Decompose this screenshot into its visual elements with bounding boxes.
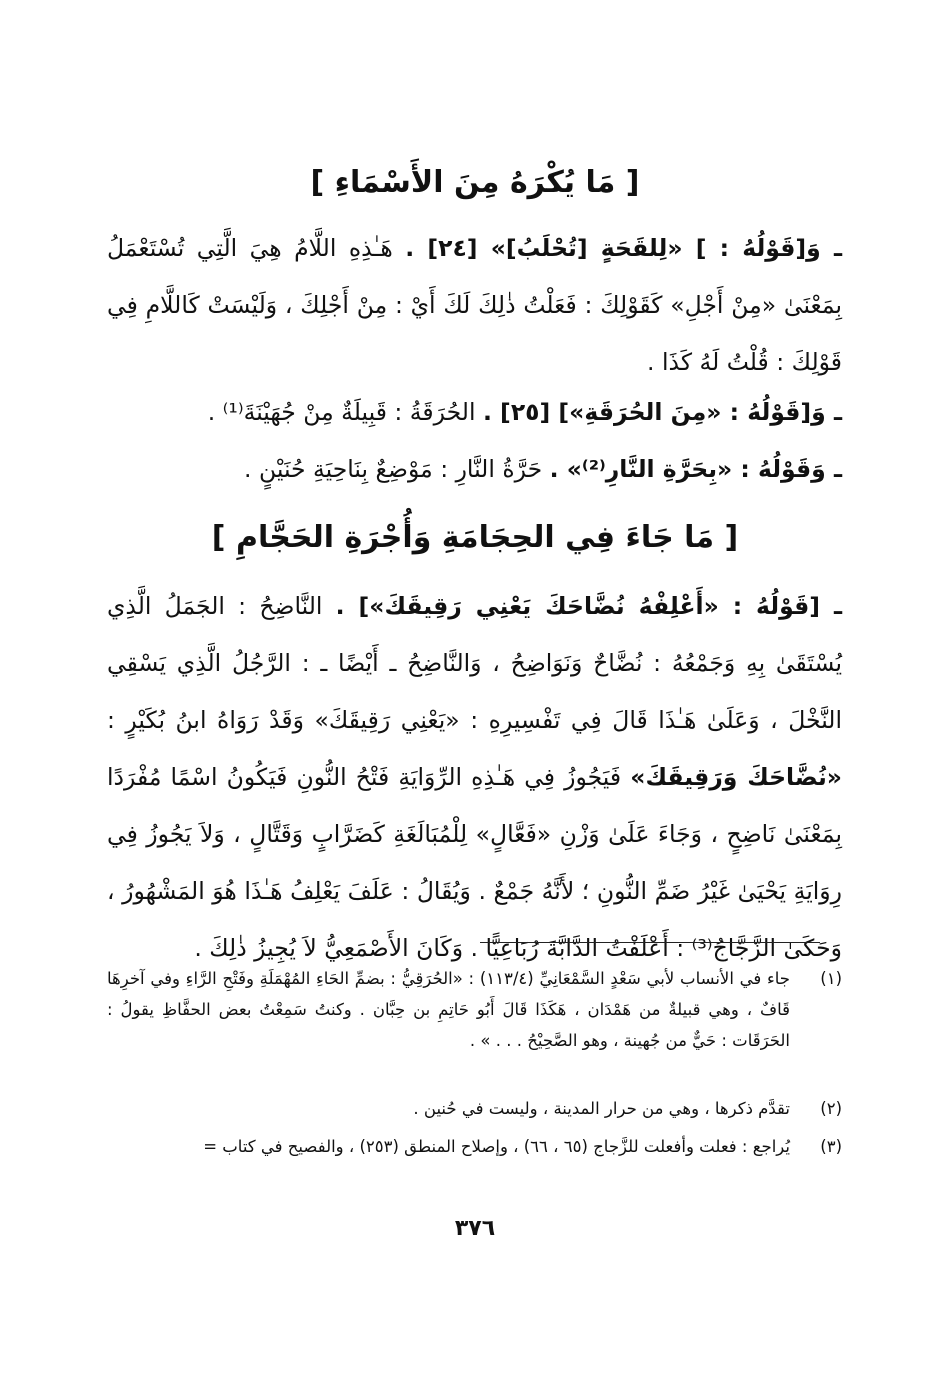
footnote-text: يُراجع : فعلت وأفعلت للزَّجاج (٦٥ ، ٦٦) ، وإصلاح المنطق (٢٥٣) ، والفصيح في كتاب = <box>203 1137 790 1156</box>
entry-text: الحُرَقَةُ : قَبِيلَةٌ مِنْ جُهَيْنَةَ⁽¹⁾ . <box>207 398 476 426</box>
entry-lead: ـ وَ[قَوْلُهُ : ] «لِلقَحَةٍ [تُحْلَبُ]» [٢٤] . <box>405 234 842 262</box>
entry-lead: ـ [قَوْلُهُ : «أَعْلِفْهُ نُضَّاحَكَ يَعْنِي رَقِيقَكَ»] . <box>335 592 842 620</box>
entry-text: حَرَّةُ النَّارِ : مَوْضِعٌ بِنَاحِيَةِ حُنَيْنٍ . <box>244 455 543 483</box>
footnote-number: (٣) <box>820 1137 842 1156</box>
footnote-divider <box>480 942 820 943</box>
paragraph-huraqa <box>107 384 842 441</box>
footnote-1 <box>107 963 842 1056</box>
quoted-lemma: «نُضَّاحَكَ وَرَقِيقَكَ» <box>630 763 842 791</box>
paragraph-lihqa <box>107 220 842 391</box>
footnote-2 <box>107 1093 842 1124</box>
footnote-number: (١) <box>820 969 842 988</box>
entry-text: النَّاضِحُ : الجَمَلُ الَّذِي يُسْتَقَىٰ بِهِ وَجَمْعُهُ : نُضَّاحٌ وَنَوَاضِحُ ، وَالنَّاضِحُ ـ أَيْضًا ـ : الرَّجُلُ الَّذِي يَسْقِي النَّخْلَ ، وَعَلَىٰ هَـٰذَا قَالَ فِي تَفْسِيرِهِ : «يَعْنِي رَقِيقَكَ» وَقَدْ رَوَاهُ ابنُ بُكَيْرٍ : <box>107 592 842 734</box>
footnote-3 <box>107 1131 842 1162</box>
section-heading-names: [ مَا يُكْرَهُ مِنَ الأَسْمَاءِ ] <box>310 165 640 200</box>
footnote-text: جاء في الأنساب لأبي سَعْدٍ السَّمْعَانِيِّ (١١٣/٤) : «الحُرَقِيُّ : بضمِّ الحَاءِ المُهْمَلَةِ وفَتْحِ الرَّاءِ وفي آخرِهَا قَافٌ ، وهي قبيلةٌ من هَمْدَان ، هَكَذَا قَالَ أَبُو حَاتِمِ بن حِبَّان . وكنتُ سَمِعْتُ بعض الحفَّاظِ يقولُ : الحَرَقَات : حَيٌّ من جُهينة ، وهو الصَّحِيْحُ . . . » . <box>107 969 790 1050</box>
footnote-number: (٢) <box>820 1099 842 1118</box>
entry-lead: ـ وَ[قَوْلُهُ : «مِنَ الحُرَقَةِ»] [٢٥] . <box>482 398 842 426</box>
entry-text: فَيَجُوزُ فِي هَـٰذِهِ الرِّوَايَةِ فَتْحُ النُّونِ فَيَكُونُ اسْمًا مُفْرَدًا بِمَعْنَىٰ نَاضِحٍ ، وَجَاءَ عَلَىٰ وَزْنِ «فَعَّالٍ» لِلْمُبَالَغَةِ كَضَرَّابٍ وَقَتَّالٍ ، وَلاَ يَجُوزُ فِي رِوَايَةِ يَحْيَىٰ غَيْرُ ضَمِّ النُّونِ ؛ لأَنَّهُ جَمْعٌ . وَيُقَالُ : عَلَفَ يَعْلِفُ هَـٰذَا هُوَ المَشْهُورُ ، وَحَكَىٰ الزَّجَّاجُ⁽³⁾ : أَعْلَفْتُ الدَّابَّةَ رُبَاعِيًّا . وَكَانَ الأَصْمَعِيُّ لاَ يُجِيزُ ذٰلِكَ . <box>107 763 842 962</box>
paragraph-nuddah <box>107 578 842 977</box>
section-heading-hijama: [ مَا جَاءَ فِي الحِجَامَةِ وَأُجْرَةِ الحَجَّامِ ] <box>211 520 739 555</box>
page-number: ٣٧٦ <box>454 1216 496 1241</box>
paragraph-harrat-alnar <box>107 441 842 498</box>
footnote-text: تقدَّم ذكرها ، وهي من حرار المدينة ، وليست في حُنين . <box>413 1099 790 1118</box>
entry-lead: ـ وَقَوْلُهُ : «بِحَرَّةِ النَّارِ⁽²⁾» . <box>549 455 842 483</box>
entry-text: هَـٰذِهِ اللَّامُ هِيَ الَّتِي تُسْتَعْمَلُ بِمَعْنَىٰ «مِنْ أَجْلِ» كَقَوْلِكَ : فَعَلْتُ ذٰلِكَ لَكَ أَيْ : مِنْ أَجْلِكَ ، وَلَيْسَتْ كَاللَّامِ فِي قَوْلِكَ : قُلْتُ لَهُ كَذَا . <box>107 234 842 376</box>
